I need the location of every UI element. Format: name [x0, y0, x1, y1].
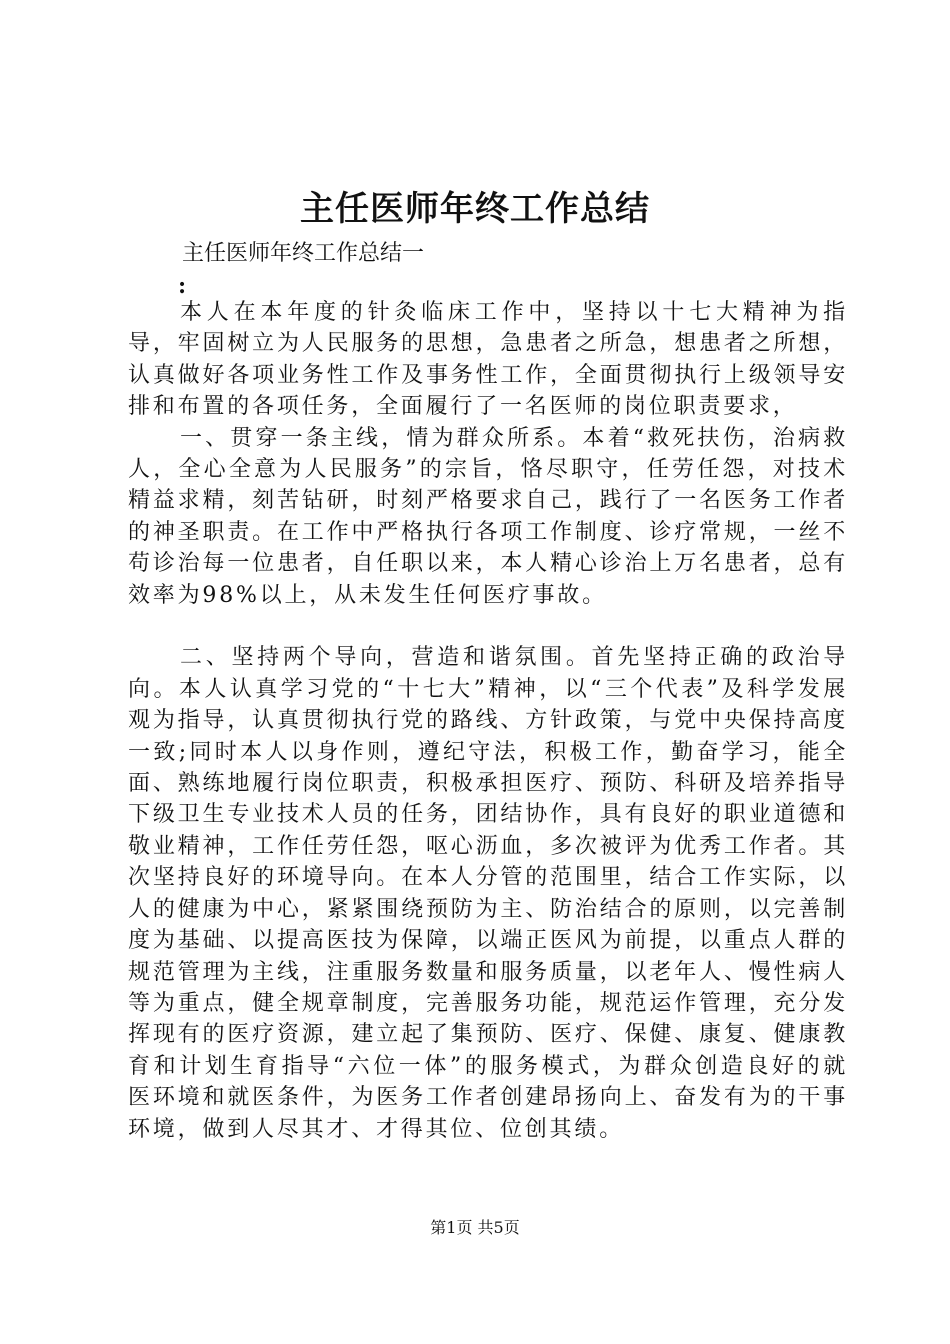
paragraph-section-two: 二、坚持两个导向，营造和谐氛围。首先坚持正确的政治导向。本人认真学习党的“十七大”精神，以“三个代表”及科学发展观为指导，认真贯彻执行党的路线、方针政策，与党中央保持高度一致;同时本人以身作则，遵纪守法，积极工作，勤奋学习，能全面、熟练地履行岗位职责，积极承担医疗、预防、科研及培养指导下级卫生专业技术人员的任务，团结协作，具有良好的职业道德和敬业精神，工作任劳任怨，呕心沥血，多次被评为优秀工作者。其次坚持良好的环境导向。在本人分管的范围里，结合工作实际，以人的健康为中心，紧紧围绕预防为主、防治结合的原则，以完善制度为基础、以提高医技为保障，以端正医风为前提，以重点人群的规范管理为主线，注重服务数量和服务质量，以老年人、慢性病人等为重点，健全规章制度，完善服务功能，规范运作管理，充分发挥现有的医疗资源，建立起了集预防、医疗、保健、康复、健康教育和计划生育指导“六位一体”的服务模式，为群众创造良好的就医环境和就医条件，为医务工作者创建昂扬向上、奋发有为的干事环境，做到人尽其才、才得其位、位创其绩。: [128, 645, 848, 1142]
page-title: 主任医师年终工作总结: [300, 189, 650, 229]
document-body: [128, 297, 848, 1145]
paragraph-intro: 本人在本年度的针灸临床工作中，坚持以十七大精神为指导，牢固树立为人民服务的思想，急患者之所急，想患者之所想，认真做好各项业务性工作及事务性工作，全面贯彻执行上级领导安排和布置的各项任务，全面履行了一名医师的岗位职责要求，: [128, 300, 848, 420]
page-footer: 第1页 共5页: [430, 1218, 520, 1237]
document-subtitle: 主任医师年终工作总结一: [182, 241, 425, 266]
paragraph-section-one: 一、贯穿一条主线，情为群众所系。本着“救死扶伤，治病救人，全心全意为人民服务”的宗旨，恪尽职守，任劳任怨，对技术精益求精，刻苦钻研，时刻严格要求自己，践行了一名医务工作者的神圣职责。在工作中严格执行各项工作制度、诊疗常规，一丝不苟诊治每一位患者，自任职以来，本人精心诊治上万名患者，总有效率为98%以上，从未发生任何医疗事故。: [128, 425, 848, 608]
subtitle-colon: :: [178, 273, 187, 299]
